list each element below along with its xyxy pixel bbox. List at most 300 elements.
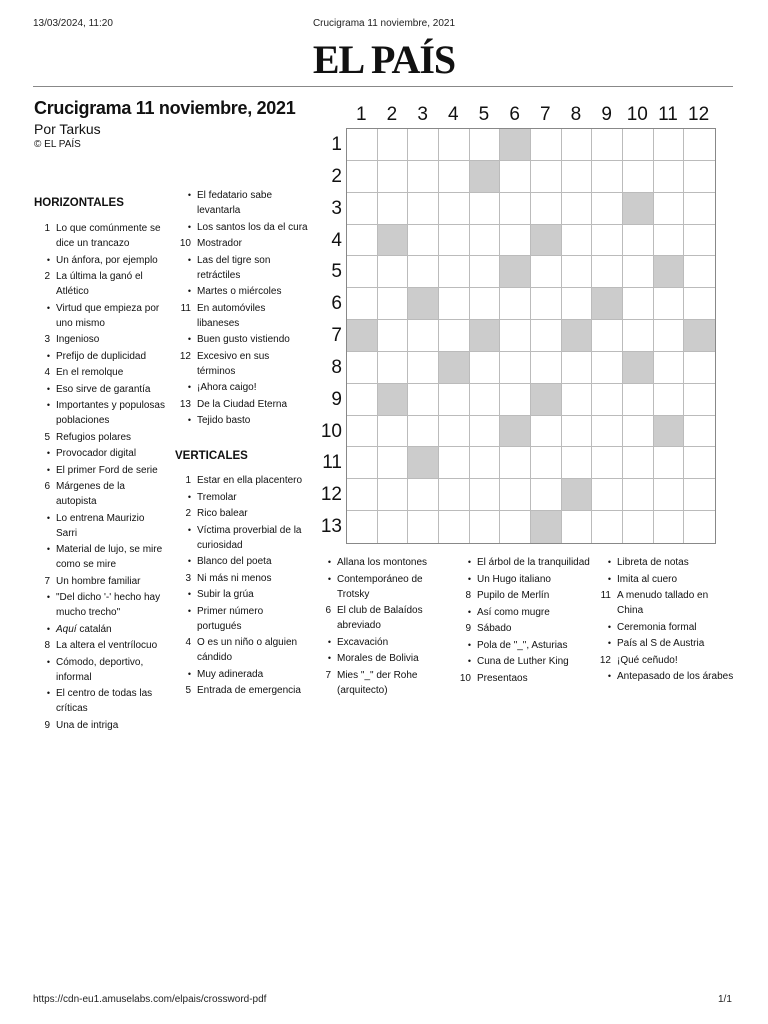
bullet-icon: • — [46, 383, 50, 394]
bullet-icon: • — [46, 592, 50, 602]
grid-cell[interactable] — [347, 479, 378, 511]
copyright: © EL PAÍS — [34, 139, 81, 150]
clue-item — [34, 398, 168, 428]
clue-number: 1 — [44, 223, 50, 234]
grid-cell[interactable] — [562, 511, 593, 543]
grid-cell[interactable] — [654, 479, 685, 511]
clue-number: 13 — [179, 398, 191, 410]
clue-text: Subir la grúa — [197, 589, 254, 600]
grid-cell[interactable] — [684, 479, 715, 511]
grid-cell[interactable] — [470, 384, 501, 416]
grid-cell[interactable] — [500, 288, 531, 320]
clue-item — [455, 555, 593, 570]
grid-cell[interactable] — [531, 256, 562, 288]
clue-item — [175, 236, 309, 251]
grid-row-number: 12 — [320, 484, 342, 506]
clue-item — [595, 620, 735, 635]
grid-row-number: 5 — [331, 261, 342, 283]
grid-cell[interactable] — [592, 511, 623, 543]
grid-column-number: 5 — [478, 104, 490, 125]
grid-cell[interactable] — [623, 416, 654, 448]
horizontales-heading: HORIZONTALES — [34, 197, 124, 209]
clue-text: Allana los montones — [337, 557, 428, 568]
grid-cell[interactable] — [592, 225, 623, 257]
grid-cell[interactable] — [623, 479, 654, 511]
grid-cell-blocked — [531, 225, 562, 257]
grid-cell[interactable] — [439, 225, 470, 257]
clue-text: Imita al cuero — [617, 573, 678, 585]
clue-text: Mostrador — [197, 238, 243, 249]
grid-cell[interactable] — [654, 225, 685, 257]
bullet-icon: • — [607, 638, 611, 648]
clue-number: 3 — [44, 334, 50, 345]
clue-text: El centro de todas las críticas — [56, 688, 153, 714]
clue-text — [56, 622, 168, 637]
grid-cell[interactable] — [500, 161, 531, 193]
grid-cell[interactable] — [623, 384, 654, 416]
grid-cell[interactable] — [500, 447, 531, 479]
grid-cell[interactable] — [592, 256, 623, 288]
bullet-icon: • — [46, 448, 50, 458]
grid-cell[interactable] — [562, 161, 593, 193]
clue-item — [34, 349, 168, 364]
clue-item — [34, 269, 168, 299]
grid-cell[interactable] — [592, 320, 623, 352]
grid-cell[interactable] — [623, 447, 654, 479]
grid-cell[interactable] — [470, 288, 501, 320]
clue-text: Material de lujo, se mire como se mire — [56, 544, 163, 570]
grid-cell[interactable] — [592, 193, 623, 225]
grid-cell[interactable] — [684, 129, 715, 161]
grid-cell[interactable] — [654, 384, 685, 416]
clue-text: Un hombre familiar — [56, 575, 141, 587]
bullet-icon: • — [46, 302, 50, 313]
clue-item — [175, 284, 309, 299]
grid-cell[interactable] — [408, 193, 439, 225]
grid-cell[interactable] — [470, 416, 501, 448]
clue-item — [34, 332, 168, 347]
grid-cell[interactable] — [408, 511, 439, 543]
grid-cell-blocked — [378, 384, 409, 416]
grid-cell[interactable] — [684, 161, 715, 193]
grid-cell[interactable] — [470, 193, 501, 225]
clue-number: 1 — [185, 475, 191, 486]
clue-item — [175, 554, 309, 569]
bullet-icon: • — [467, 639, 471, 650]
clue-text: Rico balear — [197, 508, 248, 519]
grid-cell[interactable] — [470, 225, 501, 257]
verticales-list-2 — [315, 555, 455, 699]
grid-cell[interactable] — [654, 129, 685, 161]
grid-column-number: 9 — [601, 104, 612, 125]
clue-item — [175, 332, 309, 347]
bullet-icon: • — [187, 334, 191, 344]
clue-item — [315, 651, 455, 666]
grid-cell[interactable] — [592, 384, 623, 416]
grid-cell-blocked — [623, 352, 654, 384]
page-title: Crucigrama 11 noviembre, 2021 — [34, 98, 296, 118]
clue-item — [34, 638, 168, 653]
clue-item — [34, 365, 168, 380]
clue-text: Ingenioso — [56, 334, 100, 345]
clue-number: 4 — [44, 367, 50, 378]
grid-cell[interactable] — [684, 193, 715, 225]
grid-cell[interactable] — [500, 352, 531, 384]
grid-cell[interactable] — [592, 161, 623, 193]
grid-cell[interactable] — [470, 511, 501, 543]
clue-number: 8 — [465, 590, 471, 601]
grid-cell-blocked — [654, 416, 685, 448]
clue-item — [175, 635, 309, 665]
grid-row-number: 11 — [322, 452, 342, 474]
clue-text: O es un niño o alguien cándido — [197, 637, 298, 663]
clue-item — [175, 604, 309, 634]
verticales-list-3 — [455, 555, 593, 687]
bullet-icon: • — [327, 573, 331, 584]
grid-cell[interactable] — [408, 416, 439, 448]
bullet-icon: • — [187, 221, 191, 232]
horizontales-list-1 — [34, 221, 168, 734]
clue-item — [34, 542, 168, 572]
clue-item — [595, 572, 735, 587]
grid-row-number: 10 — [320, 420, 342, 442]
clue-text: Ceremonia formal — [617, 621, 697, 633]
clue-item — [595, 555, 735, 570]
clue-item — [34, 655, 168, 685]
grid-cell[interactable] — [562, 225, 593, 257]
grid-cell[interactable] — [562, 129, 593, 161]
clue-text: Muy adinerada — [197, 668, 264, 680]
grid-cell[interactable] — [592, 479, 623, 511]
bullet-icon: • — [187, 254, 191, 265]
grid-cell[interactable] — [500, 479, 531, 511]
grid-cell[interactable] — [684, 256, 715, 288]
grid-column-number: 6 — [509, 104, 520, 125]
grid-row-number: 4 — [331, 229, 342, 251]
clue-text: Los santos los da el cura — [197, 221, 308, 233]
grid-cell[interactable] — [470, 256, 501, 288]
clue-text: Importantes y populosas poblaciones — [56, 400, 165, 426]
clue-text: Sábado — [477, 623, 512, 634]
clue-text: Estar en ella placentero — [197, 475, 303, 486]
clue-text: Refugios polares — [56, 431, 132, 443]
clue-item — [34, 718, 168, 733]
clue-number: 6 — [325, 605, 331, 616]
grid-cell[interactable] — [623, 511, 654, 543]
grid-cell[interactable] — [500, 384, 531, 416]
grid-cell[interactable] — [623, 256, 654, 288]
grid-cell[interactable] — [531, 352, 562, 384]
grid-cell[interactable] — [378, 479, 409, 511]
grid-cell[interactable] — [470, 479, 501, 511]
grid-cell[interactable] — [378, 161, 409, 193]
clue-item — [34, 301, 168, 331]
grid-cell[interactable] — [500, 320, 531, 352]
grid-cell-blocked — [623, 193, 654, 225]
grid-row-number: 8 — [331, 356, 342, 378]
clue-number: 2 — [185, 508, 191, 519]
grid-cell[interactable] — [408, 225, 439, 257]
grid-cell-blocked — [470, 320, 501, 352]
el-pais-logo: EL PAÍS — [312, 37, 456, 82]
clue-item — [34, 479, 168, 509]
grid-cell[interactable] — [378, 447, 409, 479]
grid-cell[interactable] — [654, 352, 685, 384]
grid-cell[interactable] — [378, 288, 409, 320]
grid-cell-blocked — [408, 447, 439, 479]
clue-text: La altera el ventrílocuo — [56, 640, 158, 651]
grid-cell[interactable] — [378, 256, 409, 288]
clue-number: 12 — [599, 654, 611, 666]
grid-cell[interactable] — [654, 447, 685, 479]
bullet-icon: • — [46, 254, 50, 265]
clue-item — [34, 221, 168, 251]
grid-cell[interactable] — [592, 352, 623, 384]
clue-number: 9 — [465, 623, 471, 634]
grid-cell[interactable] — [623, 225, 654, 257]
grid-cell[interactable] — [347, 129, 378, 161]
grid-cell[interactable] — [562, 256, 593, 288]
print-title: Crucigrama 11 noviembre, 2021 — [312, 18, 456, 29]
footer-url: https://cdn-eu1.amuselabs.com/elpais/crossword-pdf — [33, 994, 267, 1005]
bullet-icon: • — [187, 382, 191, 392]
grid-column-number: 3 — [417, 104, 428, 125]
grid-cell[interactable] — [531, 320, 562, 352]
grid-cell[interactable] — [347, 384, 378, 416]
bullet-icon: • — [607, 557, 611, 567]
clue-item — [34, 446, 168, 461]
grid-cell-blocked — [347, 320, 378, 352]
clue-text: Excesivo en sus términos — [197, 350, 270, 377]
grid-cell[interactable] — [592, 129, 623, 161]
grid-cell[interactable] — [439, 447, 470, 479]
grid-cell[interactable] — [347, 416, 378, 448]
grid-cell[interactable] — [408, 256, 439, 288]
header-divider — [33, 86, 733, 87]
grid-cell-blocked — [500, 416, 531, 448]
clue-text: El árbol de la tranquilidad — [477, 557, 590, 568]
grid-cell[interactable] — [623, 320, 654, 352]
verticales-list-4 — [595, 555, 735, 686]
grid-cell[interactable] — [684, 416, 715, 448]
clue-item — [175, 571, 309, 586]
clue-text: Ni más ni menos — [197, 572, 272, 584]
clue-number: 10 — [179, 238, 191, 249]
grid-cell[interactable] — [408, 352, 439, 384]
grid-cell[interactable] — [684, 288, 715, 320]
grid-cell[interactable] — [654, 288, 685, 320]
clue-item — [34, 382, 168, 397]
grid-cell[interactable] — [347, 511, 378, 543]
grid-cell[interactable] — [439, 193, 470, 225]
grid-cell[interactable] — [408, 161, 439, 193]
grid-cell[interactable] — [347, 352, 378, 384]
clue-text: El club de Balaídos abreviado — [337, 605, 423, 631]
grid-cell[interactable] — [439, 416, 470, 448]
grid-cell[interactable] — [500, 511, 531, 543]
grid-row-number: 7 — [331, 325, 342, 347]
grid-cell[interactable] — [623, 288, 654, 320]
grid-cell[interactable] — [347, 288, 378, 320]
bullet-icon: • — [607, 573, 611, 584]
clue-item — [175, 506, 309, 521]
bullet-icon: • — [467, 573, 471, 584]
clue-text: Márgenes de la autopista — [56, 481, 125, 507]
grid-cell[interactable] — [408, 320, 439, 352]
grid-cell[interactable] — [470, 129, 501, 161]
grid-row-number: 3 — [331, 197, 342, 219]
grid-cell[interactable] — [439, 129, 470, 161]
grid-row-number: 6 — [331, 293, 342, 315]
clue-item — [34, 511, 168, 541]
grid-cell[interactable] — [531, 288, 562, 320]
grid-cell[interactable] — [592, 447, 623, 479]
grid-cell[interactable] — [408, 479, 439, 511]
clue-text: Eso sirve de garantía — [56, 383, 151, 395]
clue-item — [34, 574, 168, 589]
bullet-icon: • — [187, 190, 191, 200]
grid-cell[interactable] — [439, 288, 470, 320]
grid-cell[interactable] — [500, 225, 531, 257]
grid-cell[interactable] — [378, 416, 409, 448]
grid-cell[interactable] — [439, 479, 470, 511]
clue-item — [175, 380, 309, 395]
clue-item — [175, 301, 309, 331]
clue-text: País al S de Austria — [617, 638, 705, 649]
grid-cell[interactable] — [531, 479, 562, 511]
grid-cell[interactable] — [347, 447, 378, 479]
grid-cell[interactable] — [684, 447, 715, 479]
grid-cell-blocked — [531, 384, 562, 416]
clue-text: De la Ciudad Eterna — [197, 398, 288, 410]
grid-cell[interactable] — [378, 511, 409, 543]
clue-text: Lo entrena Maurizio Sarri — [56, 512, 145, 539]
grid-cell[interactable] — [378, 193, 409, 225]
clue-text: En el remolque — [56, 367, 124, 378]
bullet-icon: • — [607, 671, 611, 681]
grid-cell[interactable] — [439, 320, 470, 352]
grid-cell[interactable] — [347, 225, 378, 257]
clue-item — [595, 636, 735, 651]
clue-item — [175, 397, 309, 412]
grid-cell[interactable] — [347, 193, 378, 225]
clue-text: El primer Ford de serie — [56, 464, 158, 476]
bullet-icon: • — [187, 286, 191, 296]
grid-cell[interactable] — [531, 416, 562, 448]
grid-cell[interactable] — [562, 352, 593, 384]
grid-cell[interactable] — [654, 161, 685, 193]
grid-cell-blocked — [500, 256, 531, 288]
clue-item — [34, 622, 168, 637]
grid-cell[interactable] — [439, 384, 470, 416]
grid-cell-blocked — [408, 288, 439, 320]
grid-cell-blocked — [531, 511, 562, 543]
bullet-icon: • — [467, 606, 471, 617]
grid-cell[interactable] — [654, 511, 685, 543]
grid-cell[interactable] — [378, 352, 409, 384]
clue-italic-text: Aquí — [56, 623, 77, 635]
clue-text: Un ánfora, por ejemplo — [56, 254, 158, 266]
grid-cell[interactable] — [347, 161, 378, 193]
grid-cell[interactable] — [562, 384, 593, 416]
grid-cell[interactable] — [654, 320, 685, 352]
crossword-grid — [346, 128, 716, 544]
grid-cell[interactable] — [408, 129, 439, 161]
clue-text: Antepasado de los árabes — [617, 671, 734, 682]
grid-cell[interactable] — [684, 511, 715, 543]
grid-cell[interactable] — [378, 129, 409, 161]
grid-cell-blocked — [562, 320, 593, 352]
grid-cell[interactable] — [408, 384, 439, 416]
grid-cell[interactable] — [562, 193, 593, 225]
grid-cell[interactable] — [623, 129, 654, 161]
verticales-list-1 — [175, 473, 309, 700]
clue-item — [595, 588, 735, 618]
grid-cell[interactable] — [439, 511, 470, 543]
grid-cell[interactable] — [439, 256, 470, 288]
grid-cell[interactable] — [470, 447, 501, 479]
clue-item — [315, 668, 455, 698]
bullet-icon: • — [187, 605, 191, 616]
clue-number: 7 — [44, 575, 50, 587]
grid-column-number: 12 — [688, 104, 710, 125]
grid-cell[interactable] — [684, 384, 715, 416]
grid-cell[interactable] — [531, 161, 562, 193]
clue-item — [315, 555, 455, 570]
clue-number: 5 — [185, 685, 191, 696]
clue-number: 5 — [44, 431, 50, 443]
bullet-icon: • — [46, 623, 50, 634]
grid-cell[interactable] — [531, 193, 562, 225]
clue-text: Un Hugo italiano — [477, 573, 551, 585]
grid-cell-blocked — [439, 352, 470, 384]
grid-column-number: 10 — [626, 104, 648, 125]
grid-cell[interactable] — [592, 416, 623, 448]
clue-text: La última la ganó el Atlético — [56, 271, 143, 297]
grid-cell[interactable] — [347, 256, 378, 288]
grid-cell[interactable] — [623, 161, 654, 193]
clue-text: A menudo tallado en China — [617, 590, 709, 616]
grid-cell[interactable] — [531, 129, 562, 161]
clue-item — [455, 605, 593, 620]
grid-cell[interactable] — [562, 416, 593, 448]
clue-item — [455, 654, 593, 669]
clue-text: Buen gusto vistiendo — [197, 334, 290, 345]
grid-cell[interactable] — [654, 193, 685, 225]
grid-cell-blocked — [500, 129, 531, 161]
grid-cell[interactable] — [684, 352, 715, 384]
clue-number: 10 — [459, 672, 471, 684]
clue-text: El fedatario sabe levantarla — [197, 190, 273, 216]
grid-cell[interactable] — [500, 193, 531, 225]
grid-cell[interactable] — [531, 447, 562, 479]
grid-cell[interactable] — [470, 352, 501, 384]
horizontales-list-2 — [175, 188, 309, 430]
grid-cell[interactable] — [439, 161, 470, 193]
clue-item — [175, 587, 309, 602]
grid-cell[interactable] — [378, 320, 409, 352]
clue-item — [455, 588, 593, 603]
grid-cell[interactable] — [562, 447, 593, 479]
clue-text: Tejido basto — [197, 415, 251, 426]
clue-number: 6 — [44, 481, 50, 492]
clue-item — [595, 669, 735, 684]
grid-cell[interactable] — [562, 288, 593, 320]
grid-cell[interactable] — [684, 225, 715, 257]
clue-item — [315, 603, 455, 633]
clue-item — [34, 590, 168, 620]
grid-row-number: 9 — [331, 388, 342, 410]
